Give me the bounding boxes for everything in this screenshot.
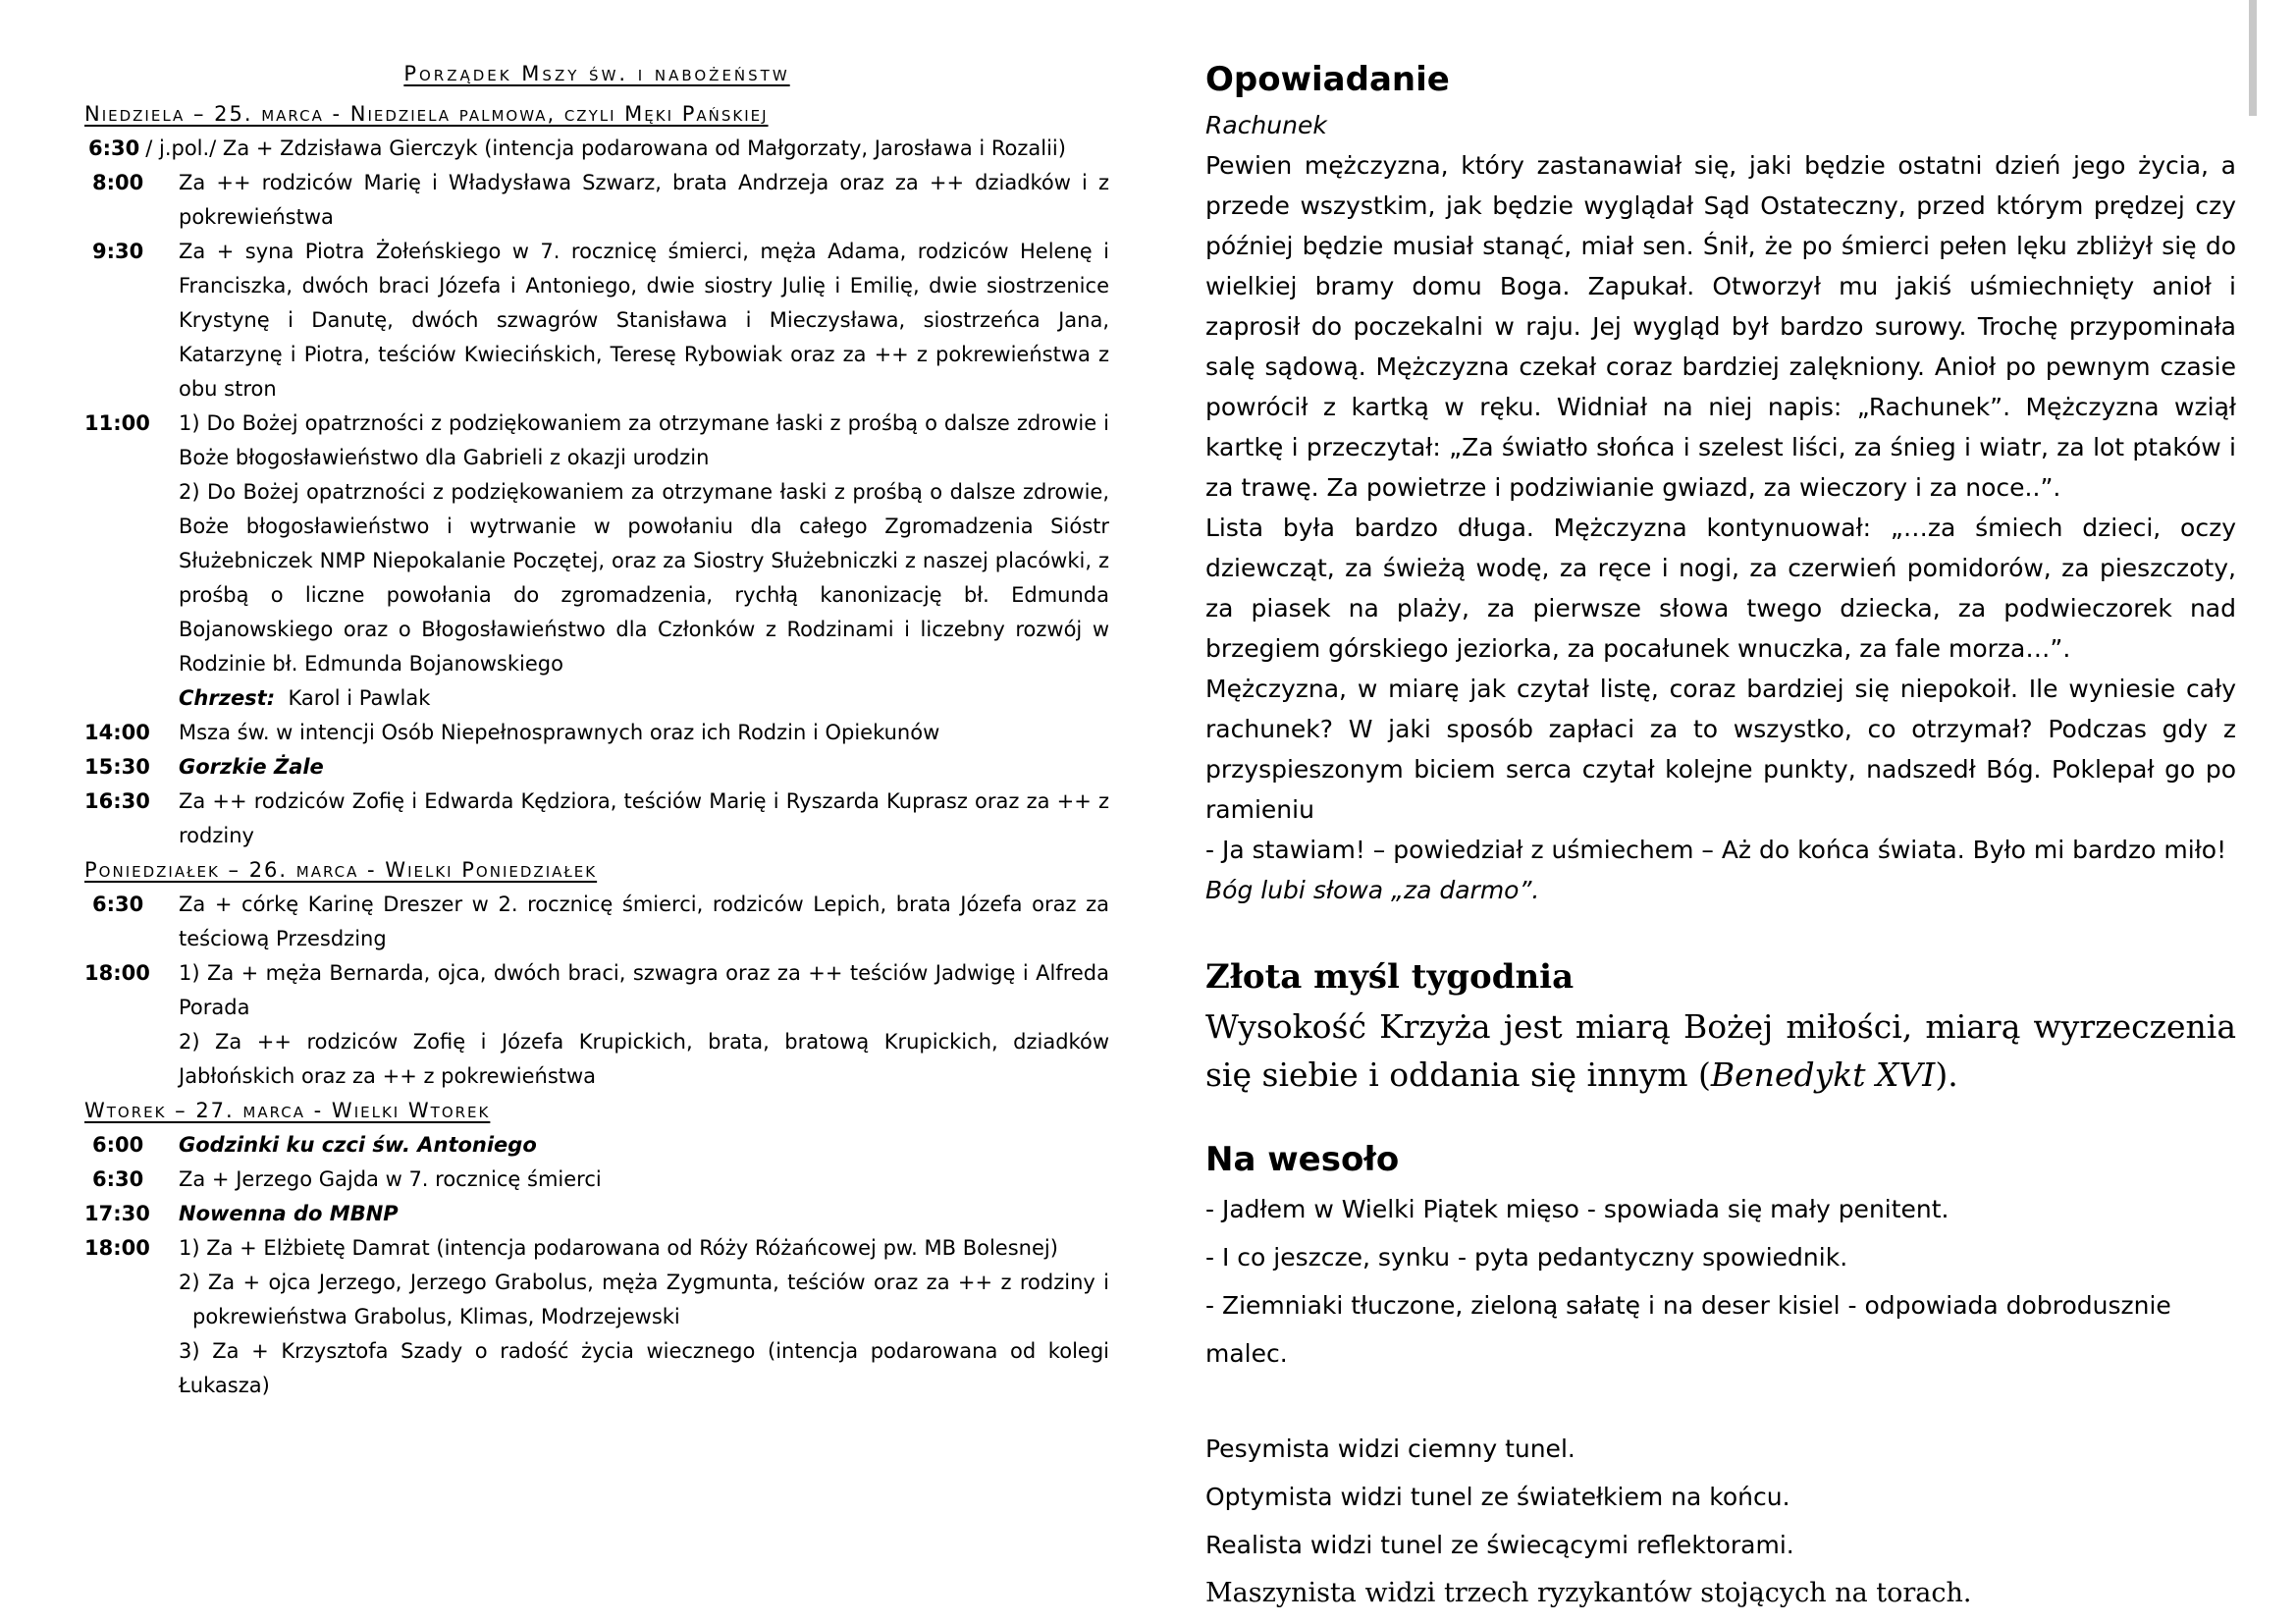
- mass-time: 9:30: [92, 240, 144, 263]
- thought-text: Wysokość Krzyża jest miarą Bożej miłości, miarą wyrzeczenia się siebie i oddania się innym (: [1205, 1007, 2236, 1094]
- mass-time: 18:00: [84, 961, 150, 985]
- mass-time: 6:30: [88, 136, 140, 160]
- mass-time: 17:30: [84, 1202, 150, 1225]
- mass-time: 14:00: [84, 721, 150, 744]
- mass-intention: [179, 1231, 1109, 1403]
- mass-intention: [179, 406, 1109, 716]
- story-heading: Opowiadanie: [1205, 60, 1450, 99]
- mass-entry: [84, 750, 1109, 785]
- service-name: Godzinki ku czci św. Antoniego: [179, 1133, 537, 1157]
- mass-intention: Msza św. w intencji Osób Niepełnosprawnych oraz ich Rodzin i Opiekunów: [179, 721, 940, 744]
- intention-2: 2) Za + ojca Jerzego, Jerzego Grabolus, męża Zygmunta, teściów oraz za ++ z rodziny i pokrewieństwa Grabolus, Klimas, Modrzejewski: [179, 1271, 1109, 1328]
- thought-end: ).: [1935, 1056, 1958, 1094]
- mass-entry: [84, 1197, 1109, 1231]
- mass-intention: Za + córkę Karinę Dreszer w 2. rocznicę śmierci, rodziców Lepich, brata Józefa oraz za teściową Przesdzing: [179, 893, 1109, 950]
- mass-time: 16:30: [84, 789, 150, 813]
- mass-intention: Za ++ rodziców Marię i Władysława Szwarz, brata Andrzeja oraz za ++ dziadków i z pokrewieństwa: [179, 171, 1109, 229]
- mass-entry: [84, 888, 1109, 956]
- mass-time: 8:00: [92, 171, 144, 194]
- mass-intention: Za ++ rodziców Zofię i Edwarda Kędziora, teściów Marię i Ryszarda Kuprasz oraz za ++ z rodziny: [179, 789, 1109, 847]
- intention-2: 2) Do Bożej opatrzności z podziękowaniem za otrzymane łaski z prośbą o dalsze zdrowie, Boże błogosławieństwo i wytrwanie w powołaniu dla całego Zgromadzenia Sióstr Służebniczek NMP Niepokalanie Poczętej, oraz za Siostry Służebniczki z naszej placówki, z prośbą o liczne powołania do zgromadzenia, rychłą kanonizację bł. Edmunda Bojanowskiego oraz o Błogosławieństwo dla Członków z Rodzinami i liczebny rozwój w Rodzinie bł. Edmunda Bojanowskiego: [179, 480, 1109, 676]
- day-heading: Poniedziałek – 26. marca - Wielki Poniedziałek: [84, 858, 598, 882]
- mass-time: 15:30: [84, 755, 150, 779]
- intention-1: 1) Za + Elżbietę Damrat (intencja podarowana od Róży Różańcowej pw. MB Bolesnej): [179, 1236, 1058, 1260]
- joke-heading: Na wesoło: [1205, 1140, 1400, 1179]
- mass-entry: [84, 406, 1109, 716]
- mass-entry: [84, 716, 1109, 750]
- day-heading: Wtorek – 27. marca - Wielki Wtorek: [84, 1099, 491, 1122]
- service-name: Nowenna do MBNP: [179, 1202, 399, 1225]
- story-paragraph: Lista była bardzo długa. Mężczyzna kontynuował: „…za śmiech dzieci, oczy dziewcząt, za świeżą wodę, za ręce i nogi, za czerwień pomidorów, za pieszczoty, za piasek na plaży, za pierwsze słowa twego dziecka, za podwieczorek nad brzegiem górskiego jeziorka, za pocałunek wnuczka, za fale morza…”.: [1205, 514, 2236, 663]
- joke-line: - I co jeszcze, synku - pyta pedantyczny spowiednik.: [1205, 1243, 1848, 1272]
- joke-line: - Jadłem w Wielki Piątek mięso - spowiada się mały penitent.: [1205, 1195, 1949, 1223]
- right-column: [1205, 54, 2236, 1617]
- joke-1: [1205, 1185, 2236, 1378]
- story-ending: Bóg lubi słowa „za darmo”.: [1205, 876, 1540, 904]
- intention-1: 1) Do Bożej opatrzności z podziękowaniem za otrzymane łaski z prośbą o dalsze zdrowie i Boże błogosławieństwo dla Gabrieli z okazji urodzin: [179, 411, 1109, 469]
- mass-intention: [179, 956, 1109, 1094]
- joke-line: Realista widzi tunel ze świecącymi reflektorami.: [1205, 1531, 1794, 1559]
- mass-intention: / j.pol./ Za + Zdzisława Gierczyk (intencja podarowana od Małgorzaty, Jarosława i Rozalii): [145, 136, 1066, 160]
- intention-3: 3) Za + Krzysztofa Szady o radość życia wiecznego (intencja podarowana od kolegi Łukasza): [179, 1339, 1109, 1397]
- baptism-label: Chrzest:: [179, 686, 276, 710]
- mass-time: 6:30: [92, 893, 144, 916]
- intention-2: 2) Za ++ rodziców Zofię i Józefa Krupickich, brata, bratową Krupickich, dziadków Jabłońskich oraz za ++ z pokrewieństwa: [179, 1030, 1109, 1088]
- mass-entry: [84, 1128, 1109, 1163]
- baptism-names: Karol i Pawlak: [288, 686, 431, 710]
- mass-entry: [84, 1163, 1109, 1197]
- baptism: [179, 681, 1109, 716]
- mass-time: 18:00: [84, 1236, 150, 1260]
- mass-time: 6:00: [92, 1133, 144, 1157]
- joke-2: [1205, 1425, 2236, 1617]
- story-paragraph: - Ja stawiam! – powiedział z uśmiechem – Aż do końca świata. Było mi bardzo miło!: [1205, 836, 2227, 864]
- thought-author: Benedykt XVI: [1710, 1056, 1936, 1094]
- mass-entry: [84, 132, 1109, 166]
- mass-entry: [84, 956, 1109, 1094]
- mass-time: 11:00: [84, 411, 150, 435]
- mass-entry: [84, 785, 1109, 853]
- intention-1: 1) Za + męża Bernarda, ojca, dwóch braci, szwagra oraz za ++ teściów Jadwigę i Alfreda Porada: [179, 961, 1109, 1019]
- mass-intention: Za + Jerzego Gajda w 7. rocznicę śmierci: [179, 1167, 602, 1191]
- mass-intention: Za + syna Piotra Żołeńskiego w 7. rocznicę śmierci, męża Adama, rodziców Helenę i Franciszka, dwóch braci Józefa i Antoniego, dwie siostry Julię i Emilię, dwie siostrzenice Krystynę i Danutę, dwóch szwagrów Stanisława i Mieczysława, siostrzeńca Jana, Katarzynę i Piotra, teściów Kwiecińskich, Teresę Rybowiak oraz za ++ z pokrewieństwa z obu stron: [179, 240, 1109, 401]
- mass-entry: [84, 166, 1109, 235]
- story-title: Rachunek: [1205, 111, 1327, 139]
- thought-quote: [1205, 1002, 2236, 1099]
- day-heading: Niedziela – 25. marca - Niedziela palmowa, czyli Męki Pańskiej: [84, 102, 769, 126]
- mass-entry: [84, 1231, 1109, 1403]
- mass-entry: [84, 235, 1109, 406]
- joke-line: Pesymista widzi ciemny tunel.: [1205, 1435, 1575, 1463]
- story-paragraph: Pewien mężczyzna, który zastanawiał się, jaki będzie ostatni dzień jego życia, a przede wszystkim, jak będzie wyglądał Sąd Ostateczny, przed którym prędzej czy później będzie musiał stanąć, miał sen. Śnił, że po śmierci pełen lęku zbliżył się do wielkiej bramy domu Boga. Zapukał. Otworzył mu jakiś uśmiechnięty anioł i zaprosił do poczekalni w raju. Jej wygląd był bardzo surowy. Trochę przypominała salę sądową. Mężczyzna czekał coraz bardziej zalękniony. Anioł po pewnym czasie powrócił z kartką w ręku. Widniał na niej napis: „Rachunek”. Mężczyzna wziął kartkę i przeczytał: „Za światło słońca i szelest liści, za śnieg i wiatr, za lot ptaków i za trawę. Za powietrze i podziwianie gwiazd, za wieczory i za noce..”.: [1205, 151, 2236, 502]
- scrollbar[interactable]: [2249, 0, 2257, 116]
- service-name: Gorzkie Żale: [179, 755, 324, 779]
- mass-schedule: [84, 57, 1109, 1403]
- mass-time: 6:30: [92, 1167, 144, 1191]
- joke-line: Optymista widzi tunel ze światełkiem na końcu.: [1205, 1483, 1790, 1511]
- thought-heading: Złota myśl tygodnia: [1205, 957, 1575, 997]
- story-paragraph: Mężczyzna, w miarę jak czytał listę, coraz bardziej się niepokoił. Ile wyniesie cały rachunek? W jaki sposób zapłaci za to wszystko, co otrzymał? Podczas gdy z przyspieszonym biciem serca czytał kolejne punkty, nadszedł Bóg. Poklepał go po ramieniu: [1205, 675, 2236, 824]
- joke-line: - Ziemniaki tłuczone, zieloną sałatę i na deser kisiel - odpowiada dobrodusznie malec.: [1205, 1291, 2171, 1368]
- schedule-title: Porządek Mszy św. i nabożeństw: [403, 62, 790, 85]
- joke-line: Maszynista widzi trzech ryzykantów stojących na torach.: [1205, 1578, 1972, 1608]
